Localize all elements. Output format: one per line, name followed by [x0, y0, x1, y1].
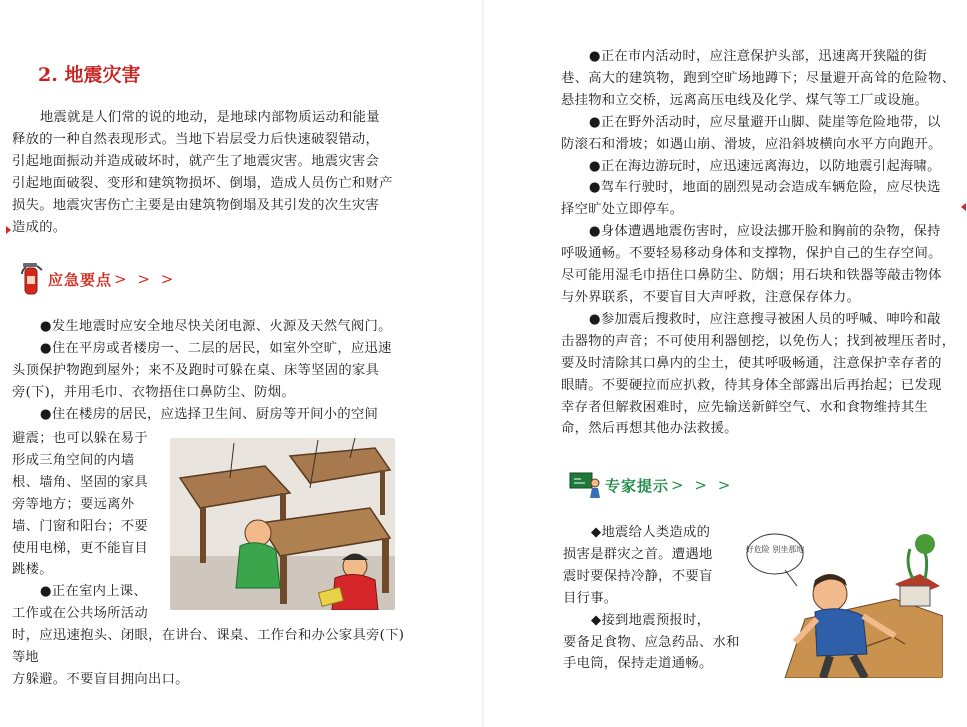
section-title: 2. 地震灾害 [38, 64, 141, 86]
point-line: ●参加震后搜救时，应注意搜寻被困人员的呼喊、呻吟和敲 [588, 311, 941, 327]
tail-text [12, 625, 404, 691]
expert-heading-chevrons: > > > [671, 476, 734, 494]
teacher-at-blackboard-icon [569, 471, 601, 499]
right-points [561, 46, 957, 440]
tip-line: 损害是群灾之首。遭遇地 [563, 546, 713, 562]
intro-line: 损失。地震灾害伤亡主要是由建筑物倒塌及其引发的次生灾害 [12, 197, 380, 213]
evacuation-illustration [745, 524, 943, 678]
wrap-line: 避震；也可以躲在易于 [12, 431, 148, 446]
point-line: 眼睛。不要硬拉而应扒救，待其身体全部露出后再抬起；已发现 [561, 377, 942, 393]
point-line: 尽可能用湿毛巾捂住口鼻防尘、防烟；用石块和铁器等敲击物体 [561, 268, 942, 284]
tip-line: 要备足食物、应急药品、水和 [563, 634, 740, 650]
point-line: ●正在市内活动时，应注意保护头部，迅速离开狭隘的街 [588, 49, 928, 64]
fire-extinguisher-icon [20, 262, 44, 296]
wrap-line: 旁等地方；要远离外 [12, 496, 135, 512]
point-line: ●驾车行驶时，地面的剧烈晃动会造成车辆危险，应尽快选 [588, 180, 941, 196]
point-line: 命，然后再想其他办法救援。 [561, 421, 738, 437]
point-line: 要及时清除其口鼻内的尘土，使其呼吸畅通，注意保护幸存者的 [561, 355, 942, 371]
tip-line: 目行事。 [563, 590, 618, 606]
point-line: ●住在楼房的居民，应选择卫生间、厨房等开间小的空间 [39, 406, 379, 422]
wrap-line: 根、墙角、坚固的家具 [12, 474, 148, 490]
intro-line: 释放的一种自然表现形式。当地下岩层受力后快速破裂错动， [12, 131, 380, 147]
expert-heading-label: 专家提示 [605, 476, 670, 495]
emergency-points [12, 316, 402, 426]
intro-line: 引起地面破裂、变形和建筑物损坏、倒塌，造成人员伤亡和财产 [12, 175, 393, 191]
classroom-illustration [170, 438, 395, 610]
point-line: ●正在海边游玩时，应迅速远离海边，以防地震引起海啸。 [588, 158, 941, 174]
point-line: 与外界联系，不要盲目大声呼救，注意保存体力。 [561, 289, 861, 305]
emergency-heading-label: 应急要点 [48, 270, 113, 289]
intro-line: 引起地面振动并造成破坏时，就产生了地震灾害。地震灾害会 [12, 153, 380, 169]
intro-paragraph [12, 107, 402, 238]
point-line: 巷、高大的建筑物，跑到空旷场地蹲下；尽量避开高耸的危险物、 [561, 70, 956, 86]
point-line: 悬挂物和立交桥，远离高压电线及化学、煤气等工厂或设施。 [561, 92, 929, 108]
point-line: 择空旷处立即停车。 [561, 202, 684, 218]
point-line: 呼吸通畅。不要轻易移动身体和支撑物，保护自己的生存空间。 [561, 246, 942, 262]
right-page [483, 0, 967, 727]
margin-marker [6, 226, 11, 234]
point-line: ●住在平房或者楼房一、二层的居民，如室外空旷，应迅速 [39, 340, 392, 356]
wrap-line: 跳楼。 [12, 562, 53, 578]
wrap-line: 工作或在公共场所活动 [12, 606, 148, 622]
left-page [0, 0, 483, 727]
margin-marker [961, 203, 966, 211]
wrap-line: ●正在室内上课、 [39, 584, 148, 600]
tip-line: 手电筒，保持走道通畅。 [563, 656, 713, 672]
wrapped-text [12, 428, 167, 625]
tail-line: 时，应迅速抱头、闭眼，在讲台、课桌、工作台和办公家具旁(下)等地 [12, 628, 404, 665]
speech-bubble-text: 好危险 别坐那地 [745, 545, 805, 554]
point-line: ●正在野外活动时，应尽量避开山脚、陡崖等危险地带，以 [588, 114, 941, 130]
tip-line: 震时要保持冷静，不要盲 [563, 568, 713, 584]
point-line: 头顶保护物跑到屋外；来不及跑时可躲在桌、床等坚固的家具 [12, 362, 380, 378]
tip-line: ◆接到地震预报时， [590, 612, 711, 628]
point-line: ●发生地震时应安全地尽快关闭电源、火源及天然气阀门。 [39, 319, 392, 334]
wrap-line: 使用电梯，更不能盲目 [12, 540, 148, 556]
emergency-heading [20, 262, 176, 296]
tail-line: 方躲避。不要盲目拥向出口。 [12, 671, 189, 687]
intro-line: 地震就是人们常的说的地动，是地球内部物质运动和能量 [39, 110, 380, 125]
wrap-line: 墙、门窗和阳台；不要 [12, 518, 148, 534]
expert-tips [563, 522, 741, 675]
emergency-heading-chevrons: > > > [114, 270, 177, 288]
expert-heading [569, 471, 733, 499]
point-line: 防滚石和滑坡；如遇山崩、滑坡，应沿斜坡横向水平方向跑开。 [561, 136, 942, 152]
intro-line: 造成的。 [12, 219, 67, 235]
point-line: ●身体遭遇地震伤害时，应设法挪开脸和胸前的杂物，保持 [588, 224, 941, 240]
point-line: 旁(下)，并用毛巾、衣物捂住口鼻防尘、防烟。 [12, 384, 295, 400]
wrap-line: 形成三角空间的内墙 [12, 452, 135, 468]
point-line: 击器物的声音；不可使用利器刨挖，以免伤人；找到被埋压者时， [561, 333, 956, 349]
tip-line: ◆地震给人类造成的 [590, 525, 711, 540]
point-line: 幸存者但解救困难时，应先输送新鲜空气、水和食物维持其生 [561, 399, 929, 415]
